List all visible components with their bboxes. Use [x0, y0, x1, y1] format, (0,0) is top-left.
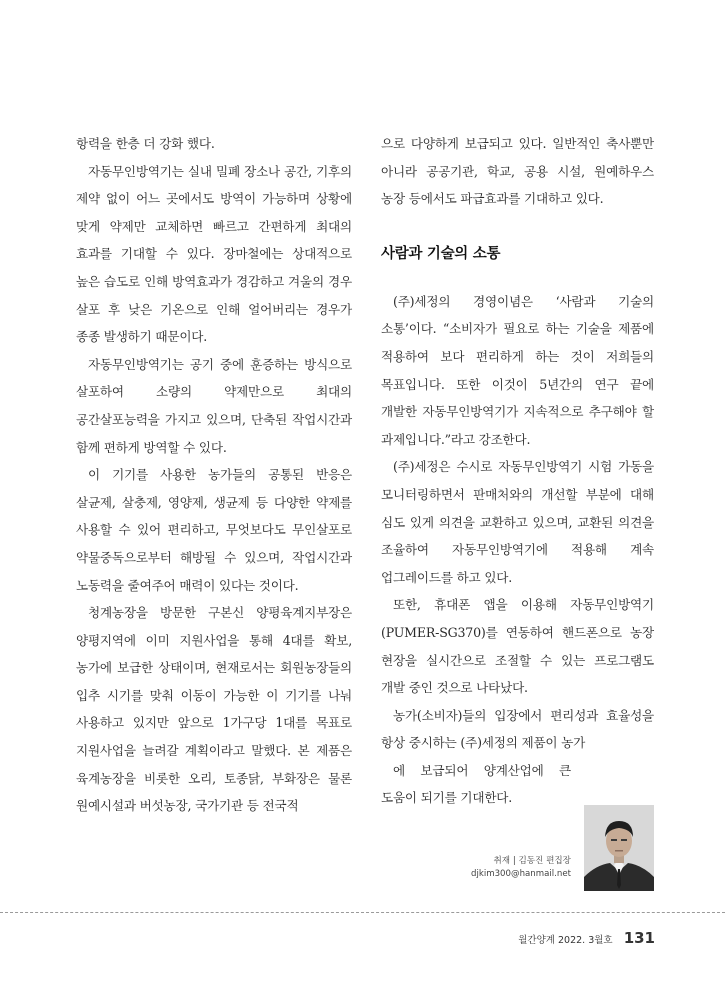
body-paragraph: 청계농장을 방문한 구본신 양평육계지부장은 양평지역에 이미 지원사업을 통해 4대를 확보, 농가에 보급한 상태이며, 현재로서는 회원농장들의 입추 시기를 맞춰 이동이 가능한 이 기기를 나눠 사용하고 있지만 앞으로 1가구당 1대를 목표로 지원사업을 늘려갈 계획이라고 말했다. 본 제품은 육계농장을 비롯한 오리, 토종닭, 부화장은 물론 원예시설과 버섯농장, 국가기관 등 전국적	[76, 605, 352, 814]
body-paragraph: 자동무인방역기는 공기 중에 훈증하는 방식으로 살포하여 소량의 약제만으로 최대의 공간살포능력을 가지고 있으며, 단축된 작업시간과 함께 편하게 방역할 수 있다.	[76, 356, 352, 455]
body-paragraph: (주)세정은 수시로 자동무인방역기 시험 가동을 모니터링하면서 판매처와의 개선할 부분에 대해 심도 있게 의견을 교환하고 있으며, 교환된 의견을 조율하여 자동무인방역기에 적용해 계속 업그레이드를 하고 있다.	[381, 459, 654, 585]
body-paragraph: 농가(소비자)들의 입장에서 편리성과 효율성을 항상 중시하는 (주)세정의 제품이 농가	[381, 707, 654, 751]
body-paragraph: (주)세정의 경영이념은 ‘사람과 기술의 소통’이다. “소비자가 필요로 하는 기술을 제품에 적용하여 보다 편리하게 하는 것이 저희들의 목표입니다. 또한 이것이 5년간의 연구 끝에 개발한 자동무인방역기가 지속적으로 추구해야 할 과제입니다.”라고 강조한다.	[381, 293, 654, 447]
body-paragraph: 이 기기를 사용한 농가들의 공통된 반응은 살균제, 살충제, 영양제, 생균제 등 다양한 약제를 사용할 수 있어 편리하고, 무엇보다도 무인살포로 약물중독으로부터 해방될 수 있으며, 작업시간과 노동력을 줄여주어 매력이 있다는 것이다.	[76, 467, 352, 593]
section-heading: 사람과 기술의 소통	[381, 245, 501, 262]
magazine-issue: 월간양계 2022. 3월호	[518, 935, 613, 946]
left-column	[76, 130, 352, 820]
page-footer	[518, 928, 655, 947]
closing-paragraph: 에 보급되어 양계산업에 큰 도움이 되기를 기대한다.	[381, 762, 571, 806]
page-number: 131	[623, 929, 655, 947]
editor-portrait-icon	[584, 805, 654, 891]
right-column	[381, 130, 654, 812]
right-intro-paragraph: 으로 다양하게 보급되고 있다. 일반적인 축사뿐만 아니라 공공기관, 학교, 공용 시설, 원예하우스 농장 등에서도 파급효과를 기대하고 있다.	[381, 136, 654, 207]
author-credit	[471, 855, 571, 881]
author-email: djkim300@hanmail.net	[471, 869, 571, 879]
editor-photo	[584, 805, 654, 891]
body-paragraph: 자동무인방역기는 실내 밀폐 장소나 공간, 기후의 제약 없이 어느 곳에서도 방역이 가능하며 상황에 맞게 약제만 교체하면 빠르고 간편하게 최대의 효과를 기대할 수 있다. 장마철에는 상대적으로 높은 습도로 인해 방역효과가 경감하고 겨울의 경우 살포 후 낮은 기온으로 인해 얼어버리는 경우가 종종 발생하기 때문이다.	[76, 163, 352, 345]
body-paragraph: 항력을 한층 더 강화 했다.	[76, 136, 215, 151]
body-paragraph: 또한, 휴대폰 앱을 이용해 자동무인방역기(PUMER-SG370)를 연동하여 핸드폰으로 농장 현장을 실시간으로 조절할 수 있는 프로그램도 개발 중인 것으로 나타났다.	[381, 597, 654, 696]
author-name: 취재 | 김동진 편집장	[493, 856, 571, 866]
footer-divider	[0, 912, 725, 913]
